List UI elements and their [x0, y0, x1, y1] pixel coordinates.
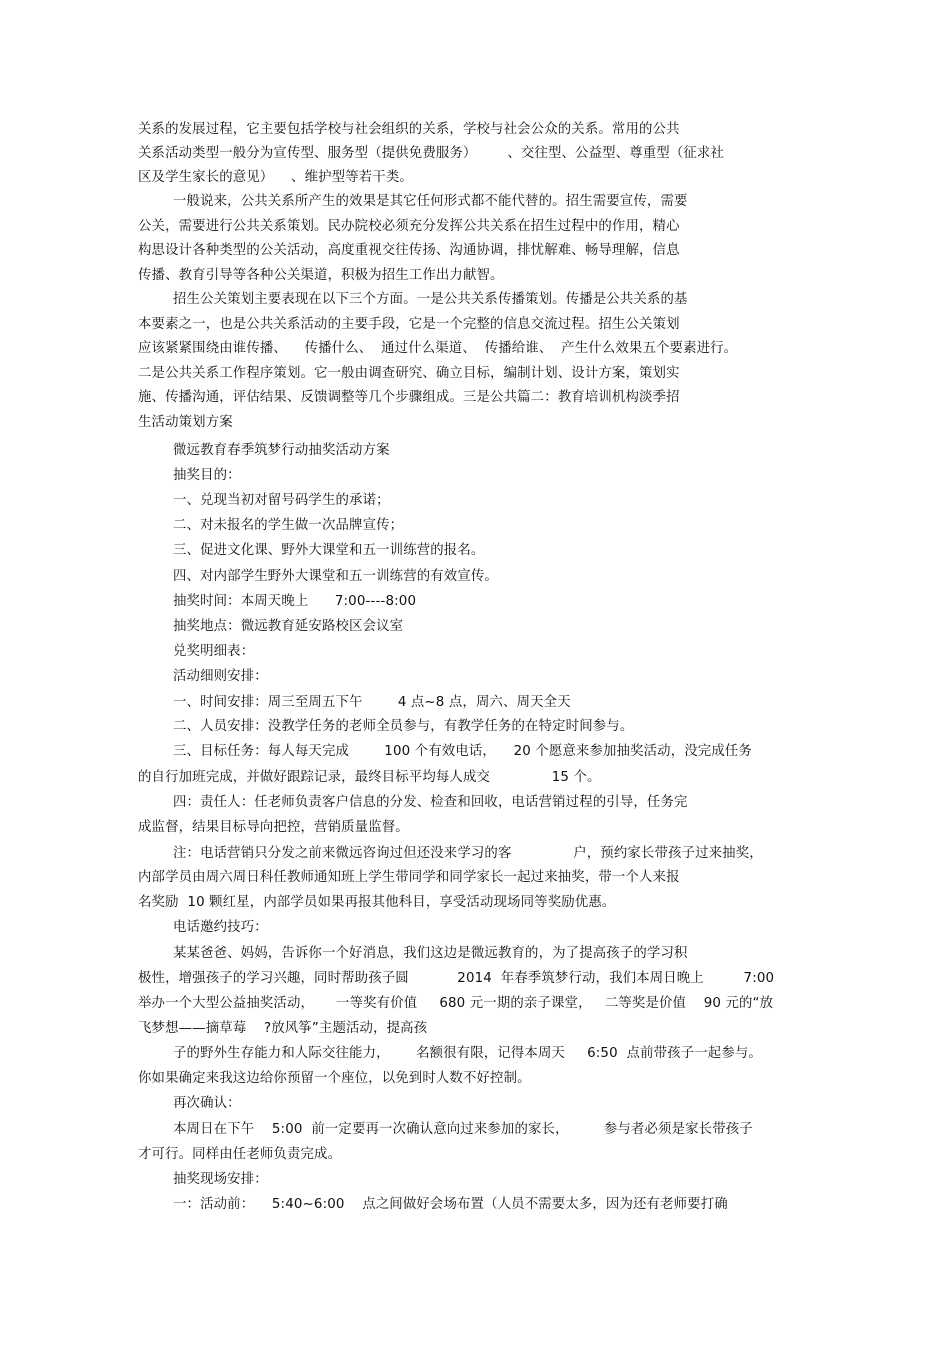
text-line: 子的野外生存能力和人际交往能力， 名额很有限，记得本周天 6:50 点前带孩子一起参与。 [173, 1046, 762, 1061]
text-line: 公关，需要进行公共关系策划。民办院校必须充分发挥公共关系在招生过程中的作用，精心 [138, 219, 680, 234]
text-line: 举办一个大型公益抽奖活动， 一等奖有价值 680 元一期的亲子课堂， 二等奖是价值 90 元的“放 [138, 996, 774, 1011]
text-line: 抽奖地点：微远教育延安路校区会议室 [173, 619, 404, 634]
list-item: 四、对内部学生野外大课堂和五一训练营的有效宣传。 [173, 569, 498, 584]
list-item: 一：活动前： 5:40~6:00 点之间做好会场布置（人员不需要太多，因为还有老师要打确 [173, 1197, 728, 1212]
text-line: 你如果确定来我这边给你预留一个座位，以免到时人数不好控制。 [138, 1071, 531, 1086]
text-line: 的自行加班完成，并做好跟踪记录，最终目标平均每人成交 15 个。 [138, 770, 601, 785]
list-item: 三、目标任务：每人每天完成 100 个有效电话， 20 个愿意来参加抽奖活动，没完成任务 [173, 744, 752, 759]
text-line: 成监督，结果目标导向把控，营销质量监督。 [138, 820, 409, 835]
text-line: 四：责任人：任老师负责客户信息的分发、检查和回收，电话营销过程的引导，任务完 [173, 795, 688, 810]
list-item: 二、人员安排：没教学任务的老师全员参与，有教学任务的在特定时间参与。 [173, 719, 634, 734]
text-line: 本周日在下午 5:00 前一定要再一次确认意向过来参加的家长， 参与者必须是家长带孩子 [173, 1122, 753, 1137]
text-line: 招生公关策划主要表现在以下三个方面。一是公共关系传播策划。传播是公共关系的基 [173, 292, 688, 307]
text-line: 抽奖时间：本周天晚上 7:00----8:00 [173, 594, 417, 609]
text-line: 电话邀约技巧： [173, 920, 268, 935]
text-line: 应该紧紧围绕由谁传播、 传播什么、 通过什么渠道、 传播给谁、 产生什么效果五个要素进行。 [138, 341, 738, 356]
text-line: 某某爸爸、妈妈，告诉你一个好消息，我们这边是微远教育的，为了提高孩子的学习积 [173, 946, 688, 961]
text-line: 本要素之一，也是公共关系活动的主要手段，它是一个完整的信息交流过程。招生公关策划 [138, 317, 680, 332]
text-line: 传播、教育引导等各种公关渠道，积极为招生工作出力献智。 [138, 268, 504, 283]
text-line: 一般说来，公共关系所产生的效果是其它任何形式都不能代替的。招生需要宣传，需要 [173, 194, 688, 209]
text-line: 再次确认： [173, 1096, 241, 1111]
list-item: 三、促进文化课、野外大课堂和五一训练营的报名。 [173, 543, 485, 558]
text-line: 活动细则安排： [173, 669, 268, 684]
text-line: 构思设计各种类型的公关活动，高度重视交往传扬、沟通协调，排忧解难、畅导理解，信息 [138, 243, 680, 258]
text-line: 飞梦想——摘草莓 ?放风筝”主题活动，提高孩 [138, 1021, 428, 1036]
text-line: 兑奖明细表： [173, 644, 255, 659]
text-line: 极性，增强孩子的学习兴趣，同时帮助孩子圆 2014 年春季筑梦行动，我们本周日晚上 7:00 [138, 971, 775, 986]
text-line: 区及学生家长的意见） 、维护型等若干类。 [138, 170, 413, 185]
list-item: 一、兑现当初对留号码学生的承诺； [173, 493, 390, 508]
section-title: 微远教育春季筑梦行动抽奖活动方案 [173, 443, 390, 458]
list-item: 一、时间安排：周三至周五下午 4 点~8 点，周六、周天全天 [173, 695, 571, 710]
text-line: 生活动策划方案 [138, 415, 233, 430]
text-line: 二是公共关系工作程序策划。它一般由调查研究、确立目标，编制计划、设计方案，策划实 [138, 366, 680, 381]
text-line: 关系的发展过程，它主要包括学校与社会组织的关系，学校与社会公众的关系。常用的公共 [138, 122, 680, 137]
list-item: 二、对未报名的学生做一次品牌宣传； [173, 518, 404, 533]
text-line: 抽奖现场安排： [173, 1172, 268, 1187]
text-line: 内部学员由周六周日科任教师通知班上学生带同学和同学家长一起过来抽奖，带一个人来报 [138, 870, 680, 885]
text-line: 关系活动类型一般分为宣传型、服务型（提供免费服务） 、交往型、公益型、尊重型（征求社 [138, 146, 725, 161]
text-line: 才可行。同样由任老师负责完成。 [138, 1147, 342, 1162]
text-line: 注：电话营销只分发之前来微远咨询过但还没来学习的客 户，预约家长带孩子过来抽奖， [173, 846, 763, 861]
text-line: 施、传播沟通，评估结果、反馈调整等几个步骤组成。三是公共篇二：教育培训机构淡季招 [138, 390, 680, 405]
text-line: 名奖励 10 颗红星，内部学员如果再报其他科目，享受活动现场同等奖励优惠。 [138, 895, 616, 910]
text-line: 抽奖目的： [173, 468, 241, 483]
